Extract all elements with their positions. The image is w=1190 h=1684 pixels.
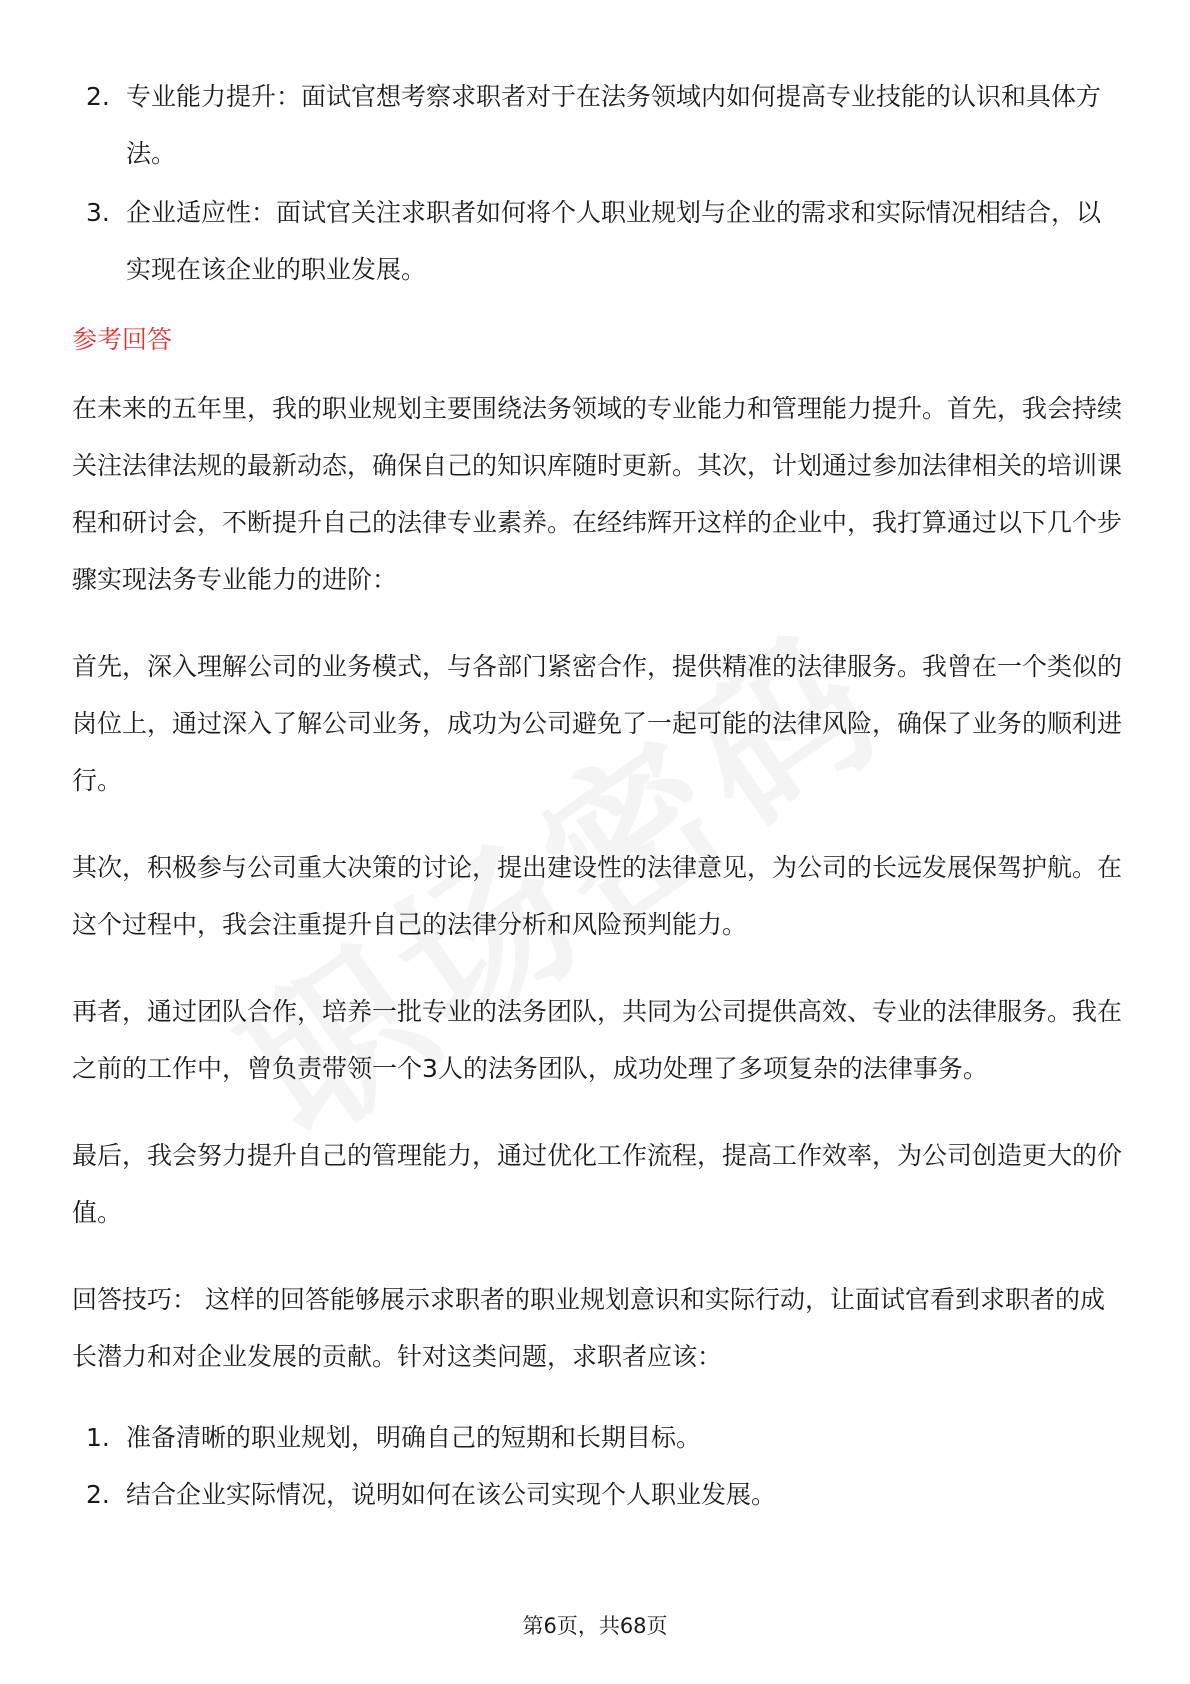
paragraph: 其次，积极参与公司重大决策的讨论，提出建设性的法律意见，为公司的长远发展保驾护航。在这个过程中，我会注重提升自己的法律分析和风险预判能力。 — [72, 853, 1123, 939]
page-content — [72, 68, 1122, 1523]
paragraph: 回答技巧： 这样的回答能够展示求职者的职业规划意识和实际行动，让面试官看到求职者的成长潜力和对企业发展的贡献。针对这类问题，求职者应该： — [72, 1285, 1105, 1371]
list-item-text: 专业能力提升：面试官想考察求职者对于在法务领域内如何提高专业技能的认识和具体方法。 — [126, 82, 1102, 168]
list-item — [72, 1409, 1122, 1466]
tips-list — [72, 1409, 1122, 1523]
list-item — [72, 68, 1122, 182]
list-item-number: 2. — [86, 1480, 110, 1509]
paragraph: 首先，深入理解公司的业务模式，与各部门紧密合作，提供精准的法律服务。我曾在一个类似的岗位上，通过深入了解公司业务，成功为公司避免了一起可能的法律风险，确保了业务的顺利进行。 — [72, 652, 1123, 795]
list-item — [72, 1466, 1122, 1523]
list-item-number: 3. — [86, 198, 110, 227]
list-item-number: 2. — [86, 82, 110, 111]
list-item-number: 1. — [86, 1423, 110, 1452]
section-title: 参考回答 — [72, 325, 173, 354]
page-footer: 第6页，共68页 — [522, 1614, 668, 1638]
list-item-text: 准备清晰的职业规划，明确自己的短期和长期目标。 — [126, 1423, 702, 1452]
list-item-text: 结合企业实际情况，说明如何在该公司实现个人职业发展。 — [126, 1480, 777, 1509]
paragraph: 再者，通过团队合作，培养一批专业的法务团队，共同为公司提供高效、专业的法律服务。我在之前的工作中，曾负责带领一个3人的法务团队，成功处理了多项复杂的法律事务。 — [72, 997, 1123, 1083]
paragraph: 最后，我会努力提升自己的管理能力，通过优化工作流程，提高工作效率，为公司创造更大的价值。 — [72, 1141, 1123, 1227]
criteria-list — [72, 68, 1122, 298]
list-item — [72, 184, 1122, 298]
list-item-text: 企业适应性：面试官关注求职者如何将个人职业规划与企业的需求和实际情况相结合，以实现在该企业的职业发展。 — [126, 198, 1102, 284]
paragraph: 在未来的五年里，我的职业规划主要围绕法务领域的专业能力和管理能力提升。首先，我会持续关注法律法规的最新动态，确保自己的知识库随时更新。其次，计划通过参加法律相关的培训课程和研讨会，不断提升自己的法律专业素养。在经纬辉开这样的企业中，我打算通过以下几个步骤实现法务专业能力的进阶： — [72, 394, 1123, 594]
